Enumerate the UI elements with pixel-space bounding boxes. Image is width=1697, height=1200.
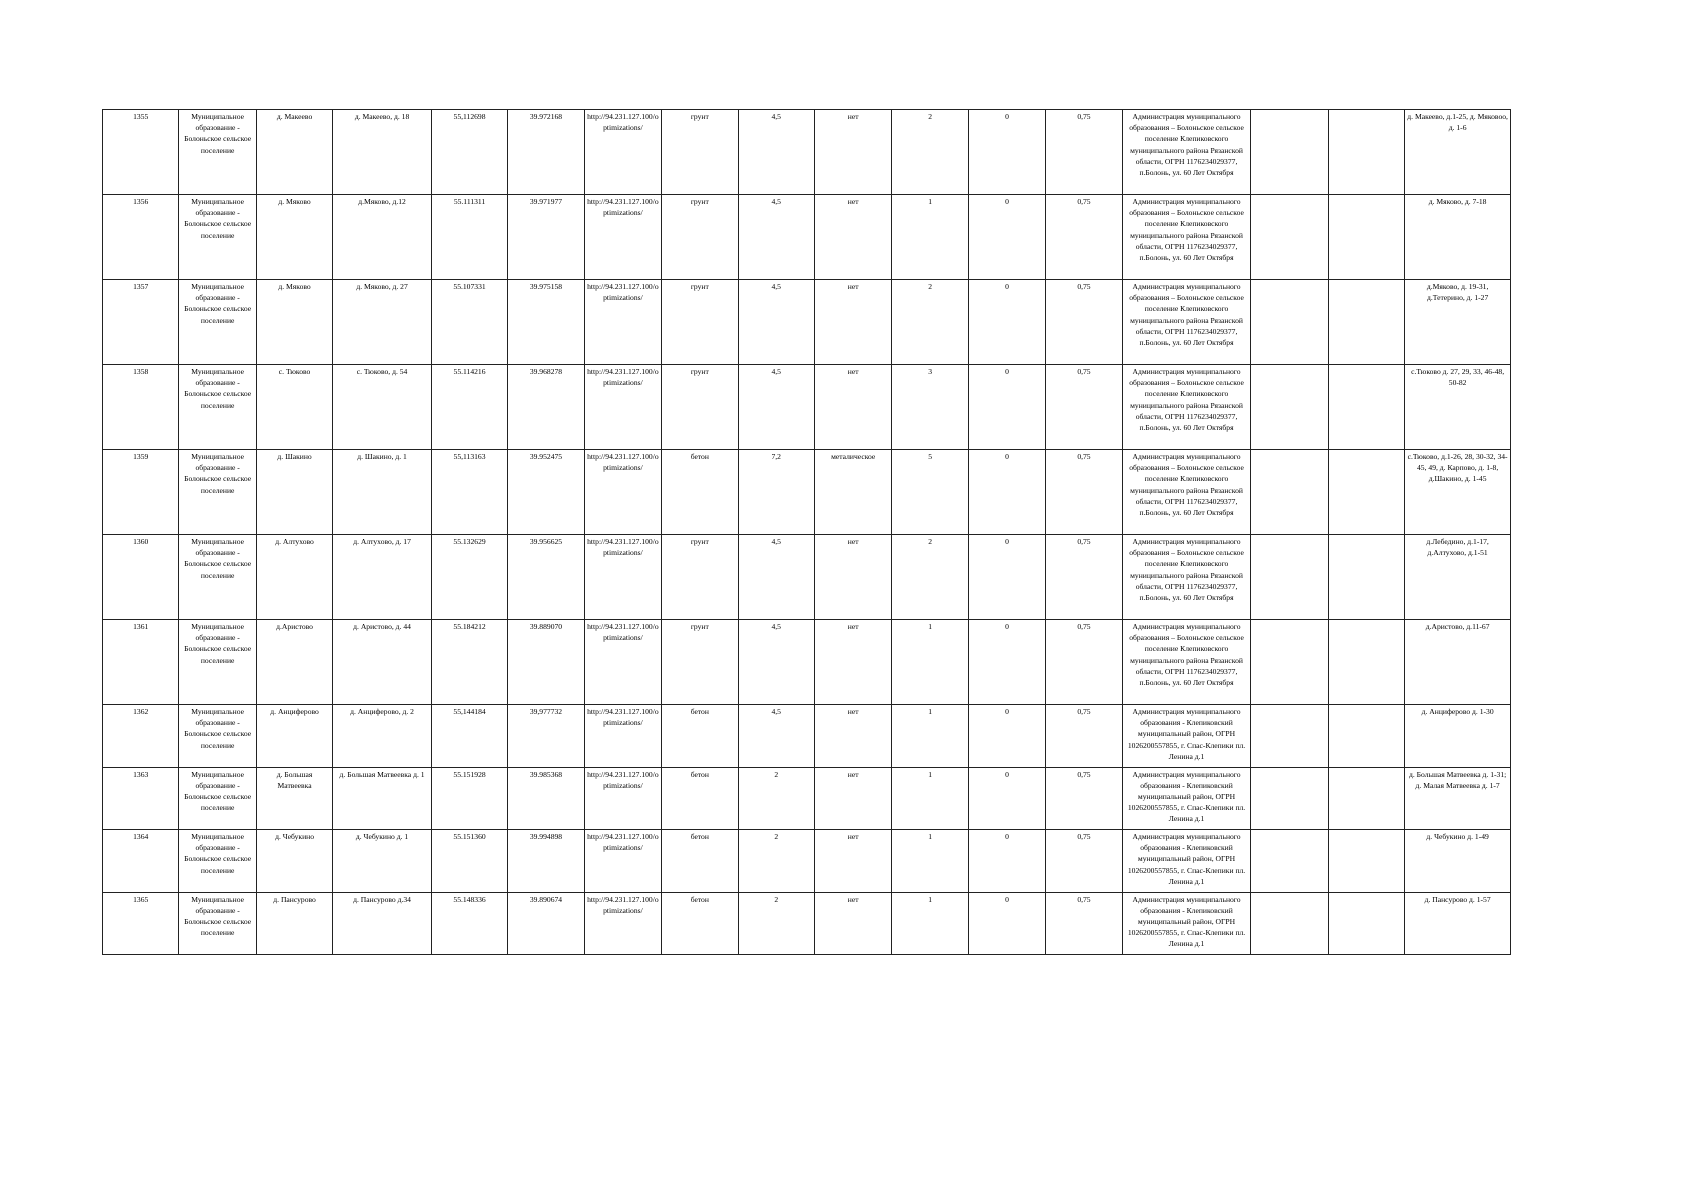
container-volume-cell: 0,75 bbox=[1046, 365, 1122, 450]
empty-cell bbox=[1328, 195, 1404, 280]
settlement-cell: д. Шакино bbox=[256, 450, 332, 535]
table-row bbox=[103, 110, 1511, 195]
bunkers-count-cell: 0 bbox=[968, 280, 1045, 365]
municipality-cell: Муниципальное образование - Болоньское сельское поселение bbox=[179, 892, 256, 955]
waste-sources-cell: д.Мяково, д. 19-31, д.Тетерино, д. 1-27 bbox=[1405, 280, 1511, 365]
map-link-cell: http://94.231.127.100/optimizations/ bbox=[584, 195, 661, 280]
latitude-cell: 55,112698 bbox=[431, 110, 507, 195]
waste-sources-cell: д. Большая Матвеевка д. 1-31; д. Малая Матвеевка д. 1-7 bbox=[1405, 767, 1511, 830]
address-cell: д.Мяково, д.12 bbox=[333, 195, 432, 280]
table-row bbox=[103, 705, 1511, 768]
row-number-cell: 1357 bbox=[103, 280, 179, 365]
bunkers-count-cell: 0 bbox=[968, 535, 1045, 620]
table-row bbox=[103, 620, 1511, 705]
longitude-cell: 39.985368 bbox=[508, 767, 584, 830]
settlement-cell: д. Чебукино bbox=[256, 830, 332, 893]
address-cell: д. Шакино, д. 1 bbox=[333, 450, 432, 535]
empty-cell bbox=[1251, 830, 1328, 893]
row-number-cell: 1365 bbox=[103, 892, 179, 955]
municipality-cell: Муниципальное образование - Болоньское сельское поселение bbox=[179, 705, 256, 768]
municipality-cell: Муниципальное образование - Болоньское сельское поселение bbox=[179, 620, 256, 705]
row-number-cell: 1359 bbox=[103, 450, 179, 535]
area-cell: 4,5 bbox=[738, 280, 814, 365]
waste-sources-cell: д. Мяково, д. 7-18 bbox=[1405, 195, 1511, 280]
address-cell: д. Аристово, д. 44 bbox=[333, 620, 432, 705]
municipality-cell: Муниципальное образование - Болоньское сельское поселение bbox=[179, 535, 256, 620]
empty-cell bbox=[1328, 365, 1404, 450]
settlement-cell: д. Анциферово bbox=[256, 705, 332, 768]
owner-cell: Администрация муниципального образования – Болоньское сельское поселение Клепиковского муниципального района Рязанской области, ОГРН 1176234029377, п.Болонь, ул. 60 Лет Октября bbox=[1122, 280, 1251, 365]
empty-cell bbox=[1251, 705, 1328, 768]
latitude-cell: 55.148336 bbox=[431, 892, 507, 955]
empty-cell bbox=[1328, 110, 1404, 195]
municipality-cell: Муниципальное образование - Болоньское сельское поселение bbox=[179, 110, 256, 195]
bunkers-count-cell: 0 bbox=[968, 450, 1045, 535]
empty-cell bbox=[1251, 365, 1328, 450]
fence-cell: нет bbox=[814, 280, 891, 365]
map-link-cell: http://94.231.127.100/optimizations/ bbox=[584, 892, 661, 955]
municipality-cell: Муниципальное образование - Болоньское сельское поселение bbox=[179, 365, 256, 450]
empty-cell bbox=[1328, 767, 1404, 830]
fence-cell: нет bbox=[814, 830, 891, 893]
surface-type-cell: бетон bbox=[662, 830, 738, 893]
address-cell: д. Большая Матвеевка д. 1 bbox=[333, 767, 432, 830]
empty-cell bbox=[1251, 892, 1328, 955]
longitude-cell: 39.971977 bbox=[508, 195, 584, 280]
fence-cell: нет bbox=[814, 110, 891, 195]
table-row bbox=[103, 365, 1511, 450]
area-cell: 4,5 bbox=[738, 365, 814, 450]
surface-type-cell: грунт bbox=[662, 535, 738, 620]
map-link-cell: http://94.231.127.100/optimizations/ bbox=[584, 705, 661, 768]
map-link-cell: http://94.231.127.100/optimizations/ bbox=[584, 830, 661, 893]
bunkers-count-cell: 0 bbox=[968, 830, 1045, 893]
empty-cell bbox=[1328, 450, 1404, 535]
owner-cell: Администрация муниципального образования – Болоньское сельское поселение Клепиковского муниципального района Рязанской области, ОГРН 1176234029377, п.Болонь, ул. 60 Лет Октября bbox=[1122, 450, 1251, 535]
containers-count-cell: 1 bbox=[892, 892, 968, 955]
bunkers-count-cell: 0 bbox=[968, 110, 1045, 195]
fence-cell: нет bbox=[814, 195, 891, 280]
container-volume-cell: 0,75 bbox=[1046, 705, 1122, 768]
waste-sources-cell: д. Анциферово д. 1-30 bbox=[1405, 705, 1511, 768]
containers-count-cell: 3 bbox=[892, 365, 968, 450]
owner-cell: Администрация муниципального образования – Болоньское сельское поселение Клепиковского муниципального района Рязанской области, ОГРН 1176234029377, п.Болонь, ул. 60 Лет Октября bbox=[1122, 365, 1251, 450]
containers-count-cell: 2 bbox=[892, 280, 968, 365]
settlement-cell: д. Мяково bbox=[256, 280, 332, 365]
longitude-cell: 39.968278 bbox=[508, 365, 584, 450]
owner-cell: Администрация муниципального образования - Клепиковский муниципальный район, ОГРН 1026200557855, г. Спас-Клепики пл. Ленина д.1 bbox=[1122, 705, 1251, 768]
table-row bbox=[103, 195, 1511, 280]
address-cell: д. Мяково, д. 27 bbox=[333, 280, 432, 365]
area-cell: 4,5 bbox=[738, 110, 814, 195]
municipality-cell: Муниципальное образование - Болоньское сельское поселение bbox=[179, 280, 256, 365]
settlement-cell: с. Тюково bbox=[256, 365, 332, 450]
address-cell: д. Пансурово д.34 bbox=[333, 892, 432, 955]
empty-cell bbox=[1328, 535, 1404, 620]
fence-cell: металическое bbox=[814, 450, 891, 535]
empty-cell bbox=[1251, 450, 1328, 535]
address-cell: д. Макеево, д. 18 bbox=[333, 110, 432, 195]
settlement-cell: д. Алтухово bbox=[256, 535, 332, 620]
fence-cell: нет bbox=[814, 620, 891, 705]
latitude-cell: 55.151928 bbox=[431, 767, 507, 830]
empty-cell bbox=[1328, 892, 1404, 955]
empty-cell bbox=[1328, 280, 1404, 365]
owner-cell: Администрация муниципального образования - Клепиковский муниципальный район, ОГРН 1026200557855, г. Спас-Клепики пл. Ленина д.1 bbox=[1122, 830, 1251, 893]
containers-count-cell: 2 bbox=[892, 110, 968, 195]
map-link-cell: http://94.231.127.100/optimizations/ bbox=[584, 365, 661, 450]
empty-cell bbox=[1251, 110, 1328, 195]
latitude-cell: 55.111311 bbox=[431, 195, 507, 280]
container-volume-cell: 0,75 bbox=[1046, 620, 1122, 705]
area-cell: 4,5 bbox=[738, 195, 814, 280]
empty-cell bbox=[1251, 280, 1328, 365]
map-link-cell: http://94.231.127.100/optimizations/ bbox=[584, 280, 661, 365]
row-number-cell: 1355 bbox=[103, 110, 179, 195]
table-row bbox=[103, 892, 1511, 955]
empty-cell bbox=[1328, 620, 1404, 705]
waste-sources-cell: д.Лебедино, д.1-17, д.Алтухово, д.1-51 bbox=[1405, 535, 1511, 620]
empty-cell bbox=[1251, 620, 1328, 705]
settlement-cell: д.Аристово bbox=[256, 620, 332, 705]
settlement-cell: д. Мяково bbox=[256, 195, 332, 280]
surface-type-cell: грунт bbox=[662, 110, 738, 195]
empty-cell bbox=[1328, 705, 1404, 768]
longitude-cell: 39.889070 bbox=[508, 620, 584, 705]
surface-type-cell: грунт bbox=[662, 620, 738, 705]
container-volume-cell: 0,75 bbox=[1046, 767, 1122, 830]
latitude-cell: 55.132629 bbox=[431, 535, 507, 620]
table-row bbox=[103, 450, 1511, 535]
table-row bbox=[103, 830, 1511, 893]
row-number-cell: 1361 bbox=[103, 620, 179, 705]
settlement-cell: д. Макеево bbox=[256, 110, 332, 195]
owner-cell: Администрация муниципального образования – Болоньское сельское поселение Клепиковского муниципального района Рязанской области, ОГРН 1176234029377, п.Болонь, ул. 60 Лет Октября bbox=[1122, 110, 1251, 195]
longitude-cell: 39.975158 bbox=[508, 280, 584, 365]
area-cell: 2 bbox=[738, 767, 814, 830]
container-volume-cell: 0,75 bbox=[1046, 830, 1122, 893]
fence-cell: нет bbox=[814, 767, 891, 830]
address-cell: д. Алтухово, д. 17 bbox=[333, 535, 432, 620]
fence-cell: нет bbox=[814, 535, 891, 620]
row-number-cell: 1360 bbox=[103, 535, 179, 620]
surface-type-cell: бетон bbox=[662, 705, 738, 768]
longitude-cell: 39.952475 bbox=[508, 450, 584, 535]
settlement-cell: д. Большая Матвеевка bbox=[256, 767, 332, 830]
surface-type-cell: грунт bbox=[662, 365, 738, 450]
surface-type-cell: грунт bbox=[662, 195, 738, 280]
waste-sources-cell: д. Макеево, д.1-25, д. Мяковоо, д. 1-6 bbox=[1405, 110, 1511, 195]
area-cell: 2 bbox=[738, 892, 814, 955]
empty-cell bbox=[1251, 195, 1328, 280]
latitude-cell: 55.184212 bbox=[431, 620, 507, 705]
containers-count-cell: 1 bbox=[892, 705, 968, 768]
bunkers-count-cell: 0 bbox=[968, 892, 1045, 955]
municipality-cell: Муниципальное образование - Болоньское сельское поселение bbox=[179, 450, 256, 535]
row-number-cell: 1364 bbox=[103, 830, 179, 893]
table-row bbox=[103, 767, 1511, 830]
longitude-cell: 39.972168 bbox=[508, 110, 584, 195]
longitude-cell: 39.956625 bbox=[508, 535, 584, 620]
latitude-cell: 55.107331 bbox=[431, 280, 507, 365]
empty-cell bbox=[1328, 830, 1404, 893]
container-volume-cell: 0,75 bbox=[1046, 110, 1122, 195]
bunkers-count-cell: 0 bbox=[968, 365, 1045, 450]
waste-sites-registry-table bbox=[102, 109, 1511, 955]
waste-sources-cell: с.Тюково д. 27, 29, 33, 46-48, 50-82 bbox=[1405, 365, 1511, 450]
waste-sources-cell: д. Чебукино д. 1-49 bbox=[1405, 830, 1511, 893]
fence-cell: нет bbox=[814, 705, 891, 768]
owner-cell: Администрация муниципального образования – Болоньское сельское поселение Клепиковского муниципального района Рязанской области, ОГРН 1176234029377, п.Болонь, ул. 60 Лет Октября bbox=[1122, 195, 1251, 280]
containers-count-cell: 1 bbox=[892, 830, 968, 893]
settlement-cell: д. Пансурово bbox=[256, 892, 332, 955]
container-volume-cell: 0,75 bbox=[1046, 450, 1122, 535]
surface-type-cell: бетон bbox=[662, 892, 738, 955]
container-volume-cell: 0,75 bbox=[1046, 280, 1122, 365]
latitude-cell: 55,113163 bbox=[431, 450, 507, 535]
address-cell: с. Тюково, д. 54 bbox=[333, 365, 432, 450]
containers-count-cell: 1 bbox=[892, 620, 968, 705]
waste-sources-cell: с.Тюково, д.1-26, 28, 30-32, 34-45, 49, д. Карпово, д. 1-8, д.Шакино, д. 1-45 bbox=[1405, 450, 1511, 535]
bunkers-count-cell: 0 bbox=[968, 705, 1045, 768]
municipality-cell: Муниципальное образование - Болоньское сельское поселение bbox=[179, 195, 256, 280]
longitude-cell: 39,977732 bbox=[508, 705, 584, 768]
containers-count-cell: 2 bbox=[892, 535, 968, 620]
container-volume-cell: 0,75 bbox=[1046, 195, 1122, 280]
address-cell: д. Анциферово, д. 2 bbox=[333, 705, 432, 768]
owner-cell: Администрация муниципального образования - Клепиковский муниципальный район, ОГРН 1026200557855, г. Спас-Клепики пл. Ленина д.1 bbox=[1122, 767, 1251, 830]
address-cell: д. Чебукино д. 1 bbox=[333, 830, 432, 893]
containers-count-cell: 5 bbox=[892, 450, 968, 535]
container-volume-cell: 0,75 bbox=[1046, 535, 1122, 620]
longitude-cell: 39.994898 bbox=[508, 830, 584, 893]
bunkers-count-cell: 0 bbox=[968, 767, 1045, 830]
latitude-cell: 55.151360 bbox=[431, 830, 507, 893]
owner-cell: Администрация муниципального образования – Болоньское сельское поселение Клепиковского муниципального района Рязанской области, ОГРН 1176234029377, п.Болонь, ул. 60 Лет Октября bbox=[1122, 620, 1251, 705]
bunkers-count-cell: 0 bbox=[968, 195, 1045, 280]
table-row bbox=[103, 535, 1511, 620]
waste-sources-cell: д. Пансурово д. 1-57 bbox=[1405, 892, 1511, 955]
map-link-cell: http://94.231.127.100/optimizations/ bbox=[584, 450, 661, 535]
surface-type-cell: бетон bbox=[662, 767, 738, 830]
container-volume-cell: 0,75 bbox=[1046, 892, 1122, 955]
area-cell: 4,5 bbox=[738, 705, 814, 768]
owner-cell: Администрация муниципального образования - Клепиковский муниципальный район, ОГРН 1026200557855, г. Спас-Клепики пл. Ленина д.1 bbox=[1122, 892, 1251, 955]
surface-type-cell: грунт bbox=[662, 280, 738, 365]
table-row bbox=[103, 280, 1511, 365]
row-number-cell: 1358 bbox=[103, 365, 179, 450]
area-cell: 7,2 bbox=[738, 450, 814, 535]
latitude-cell: 55,144184 bbox=[431, 705, 507, 768]
map-link-cell: http://94.231.127.100/optimizations/ bbox=[584, 535, 661, 620]
map-link-cell: http://94.231.127.100/optimizations/ bbox=[584, 620, 661, 705]
fence-cell: нет bbox=[814, 892, 891, 955]
owner-cell: Администрация муниципального образования – Болоньское сельское поселение Клепиковского муниципального района Рязанской области, ОГРН 1176234029377, п.Болонь, ул. 60 Лет Октября bbox=[1122, 535, 1251, 620]
row-number-cell: 1356 bbox=[103, 195, 179, 280]
fence-cell: нет bbox=[814, 365, 891, 450]
containers-count-cell: 1 bbox=[892, 195, 968, 280]
longitude-cell: 39.890674 bbox=[508, 892, 584, 955]
latitude-cell: 55.114216 bbox=[431, 365, 507, 450]
row-number-cell: 1363 bbox=[103, 767, 179, 830]
area-cell: 4,5 bbox=[738, 535, 814, 620]
containers-count-cell: 1 bbox=[892, 767, 968, 830]
waste-sources-cell: д.Аристово, д.11-67 bbox=[1405, 620, 1511, 705]
area-cell: 4,5 bbox=[738, 620, 814, 705]
area-cell: 2 bbox=[738, 830, 814, 893]
empty-cell bbox=[1251, 535, 1328, 620]
empty-cell bbox=[1251, 767, 1328, 830]
map-link-cell: http://94.231.127.100/optimizations/ bbox=[584, 110, 661, 195]
municipality-cell: Муниципальное образование - Болоньское сельское поселение bbox=[179, 767, 256, 830]
bunkers-count-cell: 0 bbox=[968, 620, 1045, 705]
map-link-cell: http://94.231.127.100/optimizations/ bbox=[584, 767, 661, 830]
surface-type-cell: бетон bbox=[662, 450, 738, 535]
municipality-cell: Муниципальное образование - Болоньское сельское поселение bbox=[179, 830, 256, 893]
row-number-cell: 1362 bbox=[103, 705, 179, 768]
